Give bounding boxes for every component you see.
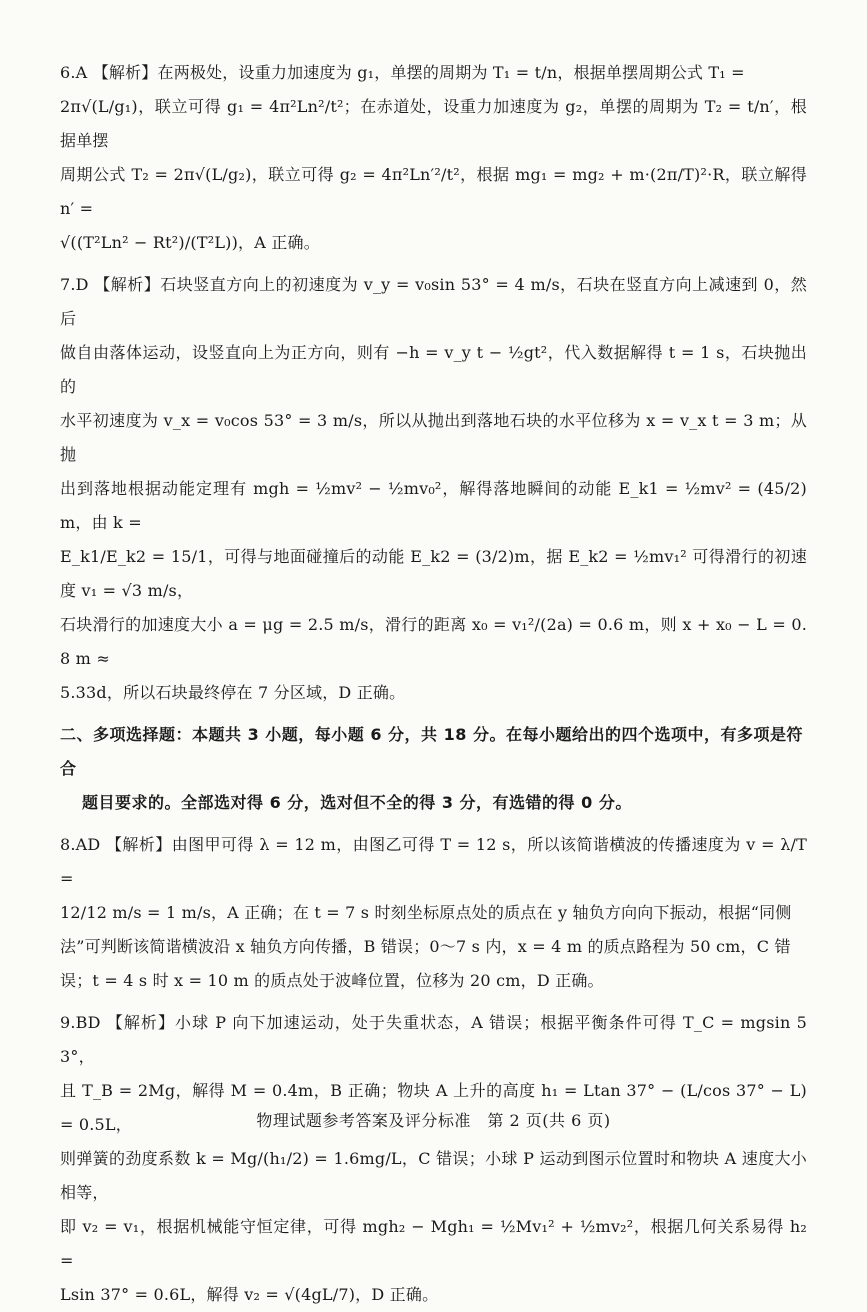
q7-line-1: 7.D 【解析】石块竖直方向上的初速度为 v_y = v₀sin 53° = 4 m/s，石块在竖直方向上减速到 0，然后	[60, 275, 807, 328]
q8-line-4: 误；t = 4 s 时 x = 10 m 的质点处于波峰位置，位移为 20 cm，D 正确。	[60, 971, 604, 990]
q9-line-1: 9.BD 【解析】小球 P 向下加速运动，处于失重状态，A 错误；根据平衡条件可得 T_C = mgsin 53°，	[60, 1013, 807, 1066]
q7-line-2: 做自由落体运动，设竖直向上为正方向，则有 −h = v_y t − ½gt²，代入数据解得 t = 1 s，石块抛出的	[60, 343, 807, 396]
q6-line-2: 2π√(L/g₁)，联立可得 g₁ = 4π²Ln²/t²；在赤道处，设重力加速度为 g₂，单摆的周期为 T₂ = t/n′，根据单摆	[60, 97, 807, 150]
question-6-explanation	[60, 56, 807, 260]
q7-line-4: 出到落地根据动能定理有 mgh = ½mv² − ½mv₀²，解得落地瞬间的动能 E_k1 = ½mv² = (45/2)m，由 k =	[60, 479, 807, 532]
q9-line-2: 且 T_B = 2Mg，解得 M = 0.4m，B 正确；物块 A 上升的高度 h₁ = Ltan 37° − (L/cos 37° − L) = 0.5L，	[60, 1081, 807, 1134]
section-2-line-2: 题目要求的。全部选对得 6 分，选对但不全的得 3 分，有选错的得 0 分。	[82, 793, 632, 812]
question-9-explanation	[60, 1006, 807, 1312]
q8-line-2: 12/12 m/s = 1 m/s，A 正确；在 t = 7 s 时刻坐标原点处的质点在 y 轴负方向向下振动，根据“同侧	[60, 903, 792, 922]
q6-line-3: 周期公式 T₂ = 2π√(L/g₂)，联立可得 g₂ = 4π²Ln′²/t²，根据 mg₁ = mg₂ + m·(2π/T)²·R，联立解得 n′ =	[60, 165, 807, 218]
page-footer: 物理试题参考答案及评分标准 第 2 页(共 6 页)	[256, 1111, 611, 1130]
question-8-explanation	[60, 828, 807, 998]
q9-line-3: 则弹簧的劲度系数 k = Mg/(h₁/2) = 1.6mg/L，C 错误；小球 P 运动到图示位置时和物块 A 速度大小相等，	[60, 1149, 807, 1202]
q7-line-3: 水平初速度为 v_x = v₀cos 53° = 3 m/s，所以从抛出到落地石块的水平位移为 x = v_x t = 3 m；从抛	[60, 411, 807, 464]
section-2-line-1: 二、多项选择题：本题共 3 小题，每小题 6 分，共 18 分。在每小题给出的四个选项中，有多项是符合	[60, 725, 803, 778]
q7-line-7: 5.33d，所以石块最终停在 7 分区域，D 正确。	[60, 683, 406, 702]
q7-line-5: E_k1/E_k2 = 15/1，可得与地面碰撞后的动能 E_k2 = (3/2)m，据 E_k2 = ½mv₁² 可得滑行的初速度 v₁ = √3 m/s，	[60, 547, 807, 600]
q9-line-4: 即 v₂ = v₁，根据机械能守恒定律，可得 mgh₂ − Mgh₁ = ½Mv₁² + ½mv₂²，根据几何关系易得 h₂ =	[60, 1217, 807, 1270]
q8-line-1: 8.AD 【解析】由图甲可得 λ = 12 m，由图乙可得 T = 12 s，所以该简谐横波的传播速度为 v = λ/T =	[60, 835, 807, 888]
q6-line-4: √((T²Ln² − Rt²)/(T²L))，A 正确。	[60, 233, 320, 252]
section-2-heading	[60, 718, 807, 820]
q8-line-3: 法”可判断该简谐横波沿 x 轴负方向传播，B 错误；0～7 s 内，x = 4 m 的质点路程为 50 cm，C 错	[60, 937, 791, 956]
question-7-explanation	[60, 268, 807, 710]
q7-line-6: 石块滑行的加速度大小 a = μg = 2.5 m/s，滑行的距离 x₀ = v₁²/(2a) = 0.6 m，则 x + x₀ − L = 0.8 m ≈	[60, 615, 807, 668]
q6-line-1: 6.A 【解析】在两极处，设重力加速度为 g₁，单摆的周期为 T₁ = t/n，根据单摆周期公式 T₁ =	[60, 63, 745, 82]
q9-line-5: Lsin 37° = 0.6L，解得 v₂ = √(4gL/7)，D 正确。	[60, 1285, 439, 1304]
